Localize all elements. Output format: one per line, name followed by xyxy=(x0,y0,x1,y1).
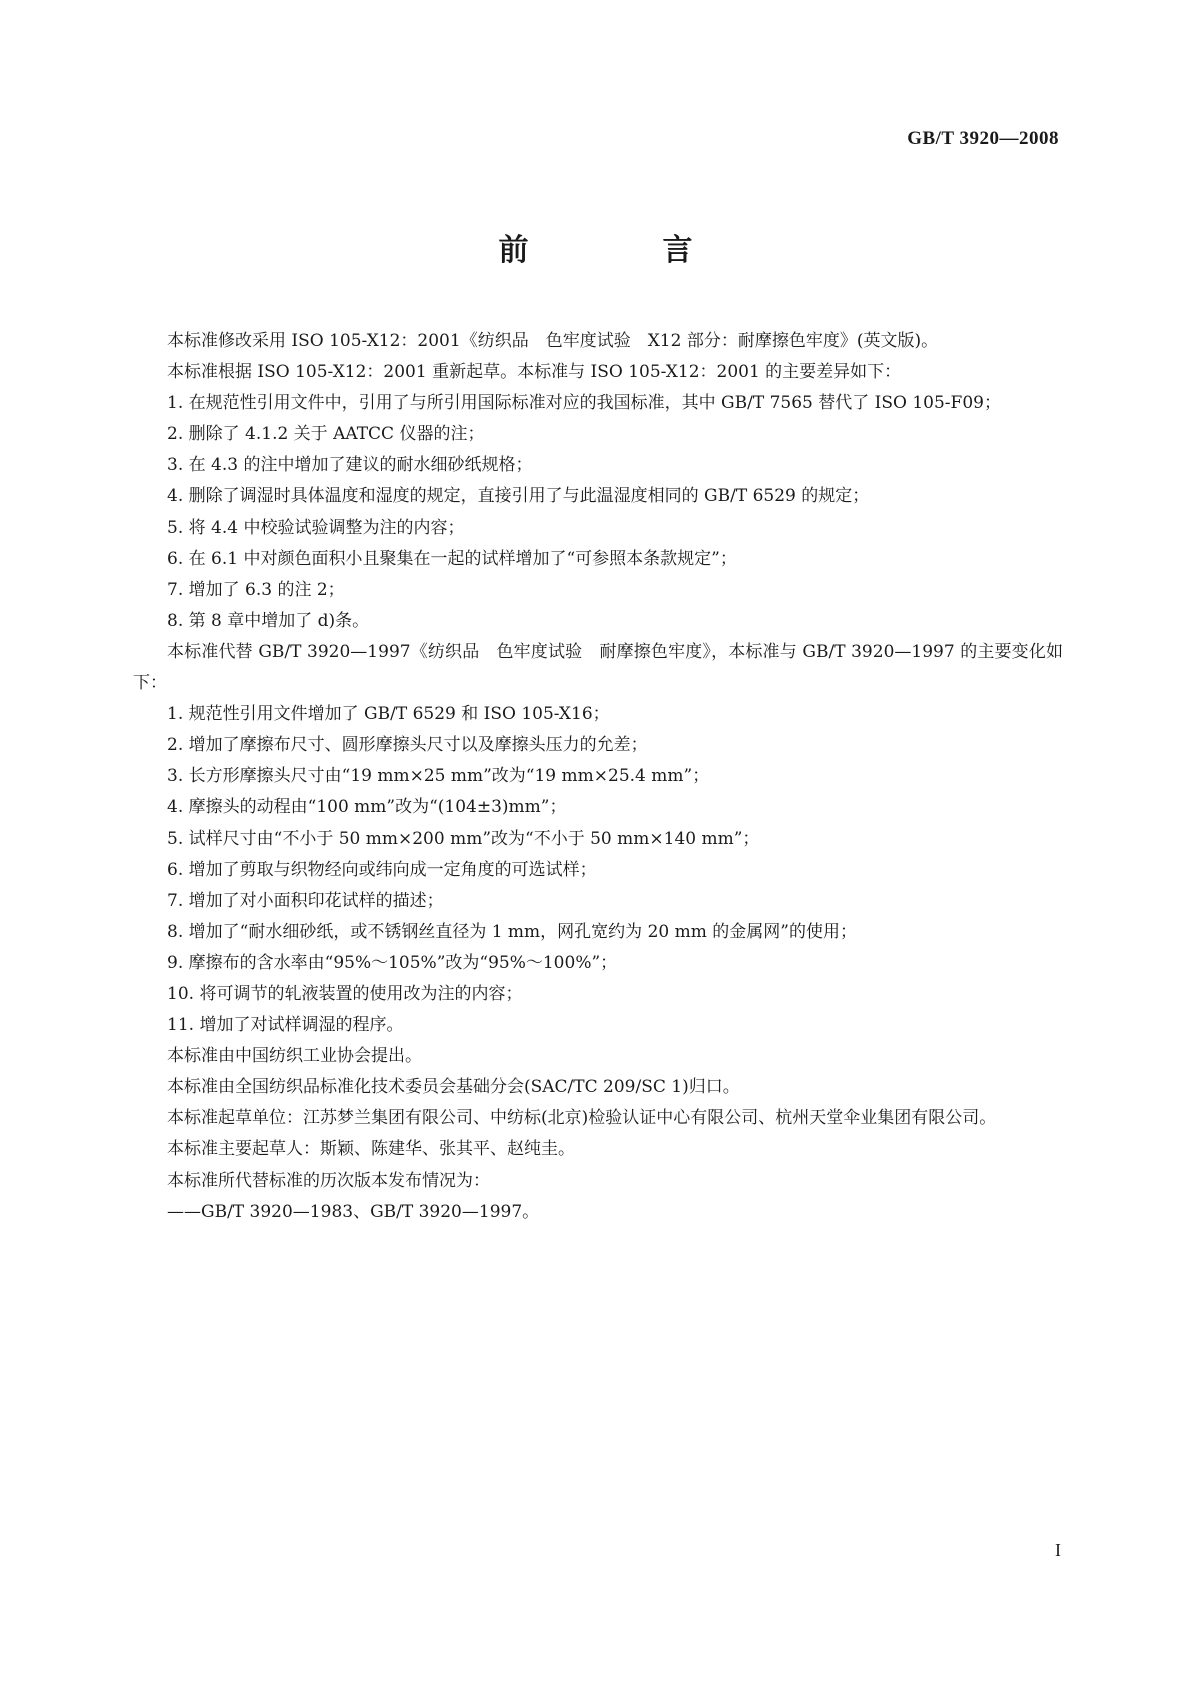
list-item: 5. 将 4.4 中校验试验调整为注的内容； xyxy=(167,517,465,538)
foreword-body xyxy=(133,326,1063,1228)
list-item: 4. 摩擦头的动程由“100 mm”改为“(104±3)mm”； xyxy=(167,797,567,818)
list-item: 10. 将可调节的轧液装置的使用改为注的内容； xyxy=(167,983,523,1004)
list-item: 7. 增加了 6.3 的注 2； xyxy=(167,579,345,600)
list-item: 3. 长方形摩擦头尺寸由“19 mm×25 mm”改为“19 mm×25.4 mm”； xyxy=(167,766,710,787)
list-item: 1. 规范性引用文件增加了 GB/T 6529 和 ISO 105-X16； xyxy=(167,704,610,725)
list-item: 1. 在规范性引用文件中，引用了与所引用国际标准对应的我国标准，其中 GB/T 7565 替代了 ISO 105-F09； xyxy=(167,393,1001,414)
list-item: 3. 在 4.3 的注中增加了建议的耐水细砂纸规格； xyxy=(167,455,533,476)
list-item: 4. 删除了调湿时具体温度和湿度的规定，直接引用了与此温湿度相同的 GB/T 6529 的规定； xyxy=(167,486,870,507)
list-item: 7. 增加了对小面积印花试样的描述； xyxy=(167,890,444,911)
list-item: 5. 试样尺寸由“不小于 50 mm×200 mm”改为“不小于 50 mm×140 mm”； xyxy=(167,828,760,849)
page-title: 前 言 xyxy=(498,233,745,268)
list-item: 6. 在 6.1 中对颜色面积小且聚集在一起的试样增加了“可参照本条款规定”； xyxy=(167,548,737,569)
paragraph: 本标准由全国纺织品标准化技术委员会基础分会(SAC/TC 209/SC 1)归口。 xyxy=(167,1077,740,1098)
list-item: 2. 增加了摩擦布尺寸、圆形摩擦头尺寸以及摩擦头压力的允差； xyxy=(167,735,648,756)
paragraph: 本标准修改采用 ISO 105-X12：2001《纺织品 色牢度试验 X12 部分：耐摩擦色牢度》(英文版)。 xyxy=(167,331,939,351)
page-number: I xyxy=(1055,1540,1061,1560)
list-item: 11. 增加了对试样调湿的程序。 xyxy=(167,1015,404,1036)
standard-code: GB/T 3920—2008 xyxy=(907,128,1059,149)
paragraph: 本标准由中国纺织工业协会提出。 xyxy=(167,1046,422,1067)
list-item: 8. 增加了“耐水细砂纸，或不锈钢丝直径为 1 mm，网孔宽约为 20 mm 的金属网”的使用； xyxy=(167,921,857,942)
list-item: ——GB/T 3920—1983、GB/T 3920—1997。 xyxy=(167,1201,540,1222)
paragraph: 本标准代替 GB/T 3920—1997《纺织品 色牢度试验 耐摩擦色牢度》，本标准与 GB/T 3920—1997 的主要变化如下： xyxy=(133,641,1063,694)
list-item: 6. 增加了剪取与织物经向或纬向成一定角度的可选试样； xyxy=(167,859,597,880)
list-item: 2. 删除了 4.1.2 关于 AATCC 仪器的注； xyxy=(167,424,485,445)
list-item: 8. 第 8 章中增加了 d)条。 xyxy=(167,610,370,631)
list-item: 9. 摩擦布的含水率由“95%～105%”改为“95%～100%”； xyxy=(167,952,618,973)
paragraph: 本标准根据 ISO 105-X12：2001 重新起草。本标准与 ISO 105-X12：2001 的主要差异如下： xyxy=(167,362,902,383)
paragraph: 本标准起草单位：江苏梦兰集团有限公司、中纺标(北京)检验认证中心有限公司、杭州天堂伞业集团有限公司。 xyxy=(167,1108,997,1129)
paragraph: 本标准所代替标准的历次版本发布情况为： xyxy=(167,1170,490,1191)
paragraph: 本标准主要起草人：斯颖、陈建华、张其平、赵纯圭。 xyxy=(167,1139,575,1160)
